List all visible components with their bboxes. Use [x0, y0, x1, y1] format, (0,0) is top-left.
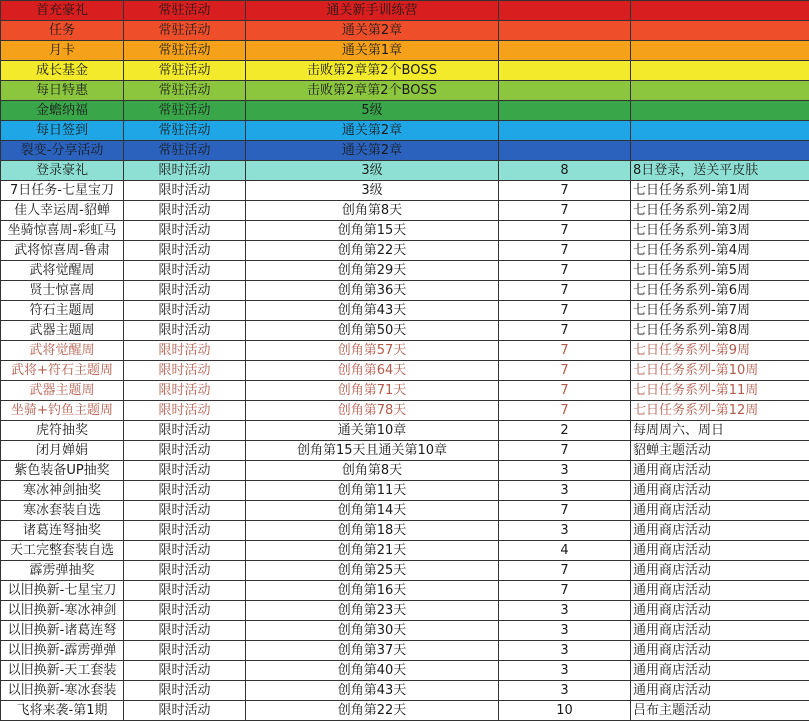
activity-name-cell: 霹雳弹抽奖 [1, 561, 124, 581]
activity-name-cell: 虎符抽奖 [1, 421, 124, 441]
table-row [1, 241, 809, 261]
activity-type-cell: 限时活动 [124, 601, 246, 621]
activity-name-cell: 以旧换新-霹雳弹弹 [1, 641, 124, 661]
activity-name-cell: 天工完整套装自选 [1, 541, 124, 561]
activity-type-cell: 限时活动 [124, 521, 246, 541]
activity-name-cell: 以旧换新-寒冰套装 [1, 681, 124, 701]
note-cell: 七日任务系列-第4周 [631, 241, 809, 261]
duration-days-cell: 4 [499, 541, 631, 561]
activity-name-cell: 以旧换新-天工套装 [1, 661, 124, 681]
duration-days-cell: 7 [499, 561, 631, 581]
table-row [1, 201, 809, 221]
note-cell: 七日任务系列-第1周 [631, 181, 809, 201]
note-cell [631, 21, 809, 41]
table-row [1, 701, 809, 721]
activity-type-cell: 限时活动 [124, 161, 246, 181]
activity-type-cell: 限时活动 [124, 201, 246, 221]
note-cell [631, 1, 809, 21]
duration-days-cell: 7 [499, 181, 631, 201]
table-row [1, 601, 809, 621]
unlock-condition-cell: 通关第2章 [246, 21, 499, 41]
unlock-condition-cell: 创角第36天 [246, 281, 499, 301]
duration-days-cell [499, 81, 631, 101]
table-row [1, 561, 809, 581]
duration-days-cell: 7 [499, 321, 631, 341]
activity-type-cell: 常驻活动 [124, 41, 246, 61]
activity-name-cell: 每日签到 [1, 121, 124, 141]
activity-type-cell: 限时活动 [124, 321, 246, 341]
activity-type-cell: 限时活动 [124, 621, 246, 641]
table-row [1, 281, 809, 301]
activity-name-cell: 飞将来袭-第1期 [1, 701, 124, 721]
table-row [1, 381, 809, 401]
unlock-condition-cell: 创角第71天 [246, 381, 499, 401]
table-row [1, 361, 809, 381]
unlock-condition-cell: 创角第43天 [246, 681, 499, 701]
activity-name-cell: 武将惊喜周-鲁肃 [1, 241, 124, 261]
activity-type-cell: 限时活动 [124, 441, 246, 461]
unlock-condition-cell: 创角第11天 [246, 481, 499, 501]
note-cell: 七日任务系列-第11周 [631, 381, 809, 401]
activity-type-cell: 限时活动 [124, 501, 246, 521]
duration-days-cell: 3 [499, 521, 631, 541]
table-row [1, 321, 809, 341]
duration-days-cell: 7 [499, 281, 631, 301]
duration-days-cell: 8 [499, 161, 631, 181]
activity-type-cell: 常驻活动 [124, 81, 246, 101]
duration-days-cell: 7 [499, 401, 631, 421]
unlock-condition-cell: 创角第21天 [246, 541, 499, 561]
duration-days-cell: 2 [499, 421, 631, 441]
duration-days-cell: 7 [499, 441, 631, 461]
note-cell [631, 121, 809, 141]
duration-days-cell: 7 [499, 581, 631, 601]
table-row [1, 641, 809, 661]
table-row [1, 301, 809, 321]
note-cell: 七日任务系列-第3周 [631, 221, 809, 241]
activity-name-cell: 寒冰神剑抽奖 [1, 481, 124, 501]
duration-days-cell: 7 [499, 201, 631, 221]
activity-type-cell: 限时活动 [124, 181, 246, 201]
table-row [1, 121, 809, 141]
note-cell: 通用商店活动 [631, 621, 809, 641]
activity-type-cell: 限时活动 [124, 381, 246, 401]
activity-name-cell: 符石主题周 [1, 301, 124, 321]
table-row [1, 1, 809, 21]
duration-days-cell: 3 [499, 641, 631, 661]
table-row [1, 621, 809, 641]
table-row [1, 221, 809, 241]
unlock-condition-cell: 通关第10章 [246, 421, 499, 441]
note-cell: 貂蝉主题活动 [631, 441, 809, 461]
activity-type-cell: 常驻活动 [124, 21, 246, 41]
activity-name-cell: 7日任务-七星宝刀 [1, 181, 124, 201]
duration-days-cell: 7 [499, 381, 631, 401]
unlock-condition-cell: 3级 [246, 161, 499, 181]
unlock-condition-cell: 5级 [246, 101, 499, 121]
note-cell: 通用商店活动 [631, 461, 809, 481]
activity-name-cell: 月卡 [1, 41, 124, 61]
duration-days-cell: 7 [499, 221, 631, 241]
note-cell: 七日任务系列-第6周 [631, 281, 809, 301]
unlock-condition-cell: 创角第22天 [246, 241, 499, 261]
duration-days-cell: 10 [499, 701, 631, 721]
table-row [1, 441, 809, 461]
activity-name-cell: 登录豪礼 [1, 161, 124, 181]
duration-days-cell [499, 101, 631, 121]
activity-type-cell: 限时活动 [124, 341, 246, 361]
table-row [1, 461, 809, 481]
note-cell: 七日任务系列-第7周 [631, 301, 809, 321]
duration-days-cell [499, 141, 631, 161]
note-cell: 七日任务系列-第9周 [631, 341, 809, 361]
duration-days-cell: 3 [499, 681, 631, 701]
activity-type-cell: 限时活动 [124, 221, 246, 241]
activity-type-cell: 常驻活动 [124, 101, 246, 121]
table-row [1, 101, 809, 121]
activity-name-cell: 紫色装备UP抽奖 [1, 461, 124, 481]
unlock-condition-cell: 通关第2章 [246, 141, 499, 161]
activity-type-cell: 限时活动 [124, 401, 246, 421]
activity-type-cell: 限时活动 [124, 261, 246, 281]
note-cell [631, 101, 809, 121]
note-cell: 通用商店活动 [631, 501, 809, 521]
note-cell: 七日任务系列-第12周 [631, 401, 809, 421]
duration-days-cell [499, 21, 631, 41]
table-row [1, 541, 809, 561]
duration-days-cell: 7 [499, 241, 631, 261]
activity-type-cell: 限时活动 [124, 701, 246, 721]
unlock-condition-cell: 通关第1章 [246, 41, 499, 61]
activity-type-cell: 常驻活动 [124, 61, 246, 81]
unlock-condition-cell: 击败第2章第2个BOSS [246, 81, 499, 101]
note-cell: 通用商店活动 [631, 541, 809, 561]
activity-type-cell: 常驻活动 [124, 1, 246, 21]
table-row [1, 501, 809, 521]
activity-name-cell: 闭月婵娟 [1, 441, 124, 461]
note-cell: 通用商店活动 [631, 601, 809, 621]
activity-name-cell: 贤士惊喜周 [1, 281, 124, 301]
activity-type-cell: 限时活动 [124, 461, 246, 481]
table-row [1, 581, 809, 601]
note-cell: 通用商店活动 [631, 481, 809, 501]
unlock-condition-cell: 通关第2章 [246, 121, 499, 141]
note-cell: 每周周六、周日 [631, 421, 809, 441]
activity-type-cell: 限时活动 [124, 641, 246, 661]
table-row [1, 161, 809, 181]
activity-type-cell: 限时活动 [124, 281, 246, 301]
unlock-condition-cell: 创角第78天 [246, 401, 499, 421]
table-row [1, 481, 809, 501]
note-cell [631, 61, 809, 81]
unlock-condition-cell: 创角第14天 [246, 501, 499, 521]
activity-name-cell: 诸葛连弩抽奖 [1, 521, 124, 541]
unlock-condition-cell: 创角第16天 [246, 581, 499, 601]
note-cell: 七日任务系列-第2周 [631, 201, 809, 221]
duration-days-cell: 3 [499, 461, 631, 481]
duration-days-cell: 3 [499, 661, 631, 681]
unlock-condition-cell: 创角第37天 [246, 641, 499, 661]
table-row [1, 261, 809, 281]
activity-type-cell: 限时活动 [124, 481, 246, 501]
note-cell: 七日任务系列-第5周 [631, 261, 809, 281]
activity-name-cell: 以旧换新-七星宝刀 [1, 581, 124, 601]
table-row [1, 681, 809, 701]
duration-days-cell: 7 [499, 501, 631, 521]
table-row [1, 141, 809, 161]
table-row [1, 21, 809, 41]
table-row [1, 521, 809, 541]
duration-days-cell [499, 1, 631, 21]
activity-name-cell: 坐骑惊喜周-彩虹马 [1, 221, 124, 241]
unlock-condition-cell: 创角第8天 [246, 461, 499, 481]
duration-days-cell [499, 61, 631, 81]
duration-days-cell: 7 [499, 301, 631, 321]
unlock-condition-cell: 通关新手训练营 [246, 1, 499, 21]
note-cell: 8日登录，送关平皮肤 [631, 161, 809, 181]
activity-type-cell: 限时活动 [124, 361, 246, 381]
activity-name-cell: 武将+符石主题周 [1, 361, 124, 381]
activity-name-cell: 以旧换新-寒冰神剑 [1, 601, 124, 621]
activity-name-cell: 金蟾纳福 [1, 101, 124, 121]
unlock-condition-cell: 创角第40天 [246, 661, 499, 681]
unlock-condition-cell: 创角第64天 [246, 361, 499, 381]
table-row [1, 81, 809, 101]
note-cell [631, 141, 809, 161]
activity-table-body [1, 1, 809, 721]
note-cell [631, 41, 809, 61]
activity-name-cell: 寒冰套装自选 [1, 501, 124, 521]
activity-type-cell: 限时活动 [124, 661, 246, 681]
unlock-condition-cell: 创角第57天 [246, 341, 499, 361]
unlock-condition-cell: 创角第50天 [246, 321, 499, 341]
note-cell: 通用商店活动 [631, 521, 809, 541]
unlock-condition-cell: 创角第25天 [246, 561, 499, 581]
unlock-condition-cell: 创角第15天 [246, 221, 499, 241]
unlock-condition-cell: 创角第43天 [246, 301, 499, 321]
unlock-condition-cell: 创角第23天 [246, 601, 499, 621]
activity-name-cell: 任务 [1, 21, 124, 41]
activity-type-cell: 常驻活动 [124, 141, 246, 161]
note-cell: 通用商店活动 [631, 681, 809, 701]
duration-days-cell [499, 41, 631, 61]
activity-type-cell: 限时活动 [124, 681, 246, 701]
activity-name-cell: 裂变-分享活动 [1, 141, 124, 161]
unlock-condition-cell: 创角第29天 [246, 261, 499, 281]
unlock-condition-cell: 创角第8天 [246, 201, 499, 221]
activity-type-cell: 限时活动 [124, 241, 246, 261]
note-cell: 七日任务系列-第8周 [631, 321, 809, 341]
note-cell: 通用商店活动 [631, 561, 809, 581]
note-cell: 通用商店活动 [631, 581, 809, 601]
unlock-condition-cell: 3级 [246, 181, 499, 201]
note-cell [631, 81, 809, 101]
activity-name-cell: 以旧换新-诸葛连弩 [1, 621, 124, 641]
table-row [1, 421, 809, 441]
table-row [1, 181, 809, 201]
duration-days-cell [499, 121, 631, 141]
duration-days-cell: 7 [499, 341, 631, 361]
activity-name-cell: 武器主题周 [1, 381, 124, 401]
unlock-condition-cell: 创角第18天 [246, 521, 499, 541]
activity-type-cell: 限时活动 [124, 421, 246, 441]
note-cell: 吕布主题活动 [631, 701, 809, 721]
activity-type-cell: 限时活动 [124, 301, 246, 321]
note-cell: 七日任务系列-第10周 [631, 361, 809, 381]
activity-type-cell: 常驻活动 [124, 121, 246, 141]
activity-type-cell: 限时活动 [124, 581, 246, 601]
duration-days-cell: 3 [499, 601, 631, 621]
duration-days-cell: 3 [499, 481, 631, 501]
activity-name-cell: 坐骑+钓鱼主题周 [1, 401, 124, 421]
table-row [1, 41, 809, 61]
table-row [1, 61, 809, 81]
activity-type-cell: 限时活动 [124, 541, 246, 561]
unlock-condition-cell: 创角第22天 [246, 701, 499, 721]
table-row [1, 661, 809, 681]
activity-name-cell: 成长基金 [1, 61, 124, 81]
activity-name-cell: 武将觉醒周 [1, 341, 124, 361]
unlock-condition-cell: 创角第30天 [246, 621, 499, 641]
activity-name-cell: 首充豪礼 [1, 1, 124, 21]
duration-days-cell: 7 [499, 261, 631, 281]
unlock-condition-cell: 创角第15天且通关第10章 [246, 441, 499, 461]
note-cell: 通用商店活动 [631, 641, 809, 661]
activity-name-cell: 武将觉醒周 [1, 261, 124, 281]
activity-name-cell: 佳人幸运周-貂蝉 [1, 201, 124, 221]
note-cell: 通用商店活动 [631, 661, 809, 681]
activity-type-cell: 限时活动 [124, 561, 246, 581]
unlock-condition-cell: 击败第2章第2个BOSS [246, 61, 499, 81]
activity-name-cell: 每日特惠 [1, 81, 124, 101]
activity-name-cell: 武器主题周 [1, 321, 124, 341]
duration-days-cell: 7 [499, 361, 631, 381]
duration-days-cell: 3 [499, 621, 631, 641]
table-row [1, 401, 809, 421]
table-row [1, 341, 809, 361]
